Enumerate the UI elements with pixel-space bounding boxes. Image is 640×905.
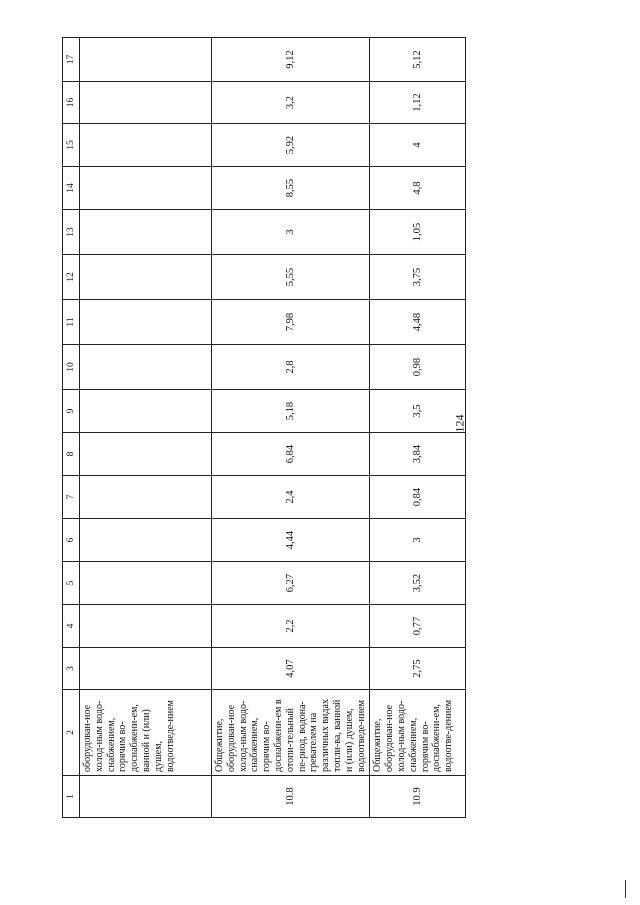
table-row: [212, 38, 370, 818]
cell-value: 1,12: [370, 82, 466, 124]
cell-value: 0,98: [370, 345, 466, 390]
cell-value: [80, 519, 212, 562]
col-header: 16: [63, 82, 80, 124]
col-header: 9: [63, 390, 80, 433]
cell-value: [80, 433, 212, 476]
cell-value: 7,98: [212, 300, 370, 345]
cell-value: 1,05: [370, 210, 466, 255]
col-header: 10: [63, 345, 80, 390]
cell-value: [80, 255, 212, 300]
cell-value: 0,77: [370, 605, 466, 648]
cell-value: 2,2: [212, 605, 370, 648]
col-header: 6: [63, 519, 80, 562]
cell-value: 2,75: [370, 648, 466, 690]
cell-value: 5,18: [212, 390, 370, 433]
cell-value: 3,5: [370, 390, 466, 433]
cell-value: [80, 605, 212, 648]
col-header: 11: [63, 300, 80, 345]
cell-value: [80, 124, 212, 167]
row-description: оборудован-ное холод-ным водо-снабжением, горячим во-доснабжени-ем, ванной и (или) душем, водоотведе-нием: [80, 690, 212, 776]
col-header: 8: [63, 433, 80, 476]
cell-value: 3,84: [370, 433, 466, 476]
cell-value: 3,2: [212, 82, 370, 124]
cell-value: 3,52: [370, 562, 466, 605]
cell-value: 4,8: [370, 167, 466, 210]
cell-value: 2,4: [212, 476, 370, 519]
row-number: [80, 776, 212, 818]
cell-value: 4,07: [212, 648, 370, 690]
cell-value: 6,84: [212, 433, 370, 476]
col-header: 4: [63, 605, 80, 648]
cell-value: 5,92: [212, 124, 370, 167]
cell-value: 3: [370, 519, 466, 562]
cell-value: [80, 82, 212, 124]
cell-value: [80, 390, 212, 433]
cell-value: 4: [370, 124, 466, 167]
row-number: 10.9: [370, 776, 466, 818]
cell-value: 4,48: [370, 300, 466, 345]
cell-value: 4,44: [212, 519, 370, 562]
scan-edge-mark: [625, 880, 626, 898]
col-header: 3: [63, 648, 80, 690]
col-header: 1: [63, 776, 80, 818]
col-header: 7: [63, 476, 80, 519]
cell-value: 3: [212, 210, 370, 255]
cell-value: [80, 562, 212, 605]
col-header: 17: [63, 38, 80, 82]
table-row: [370, 38, 466, 818]
cell-value: [80, 300, 212, 345]
cell-value: [80, 648, 212, 690]
col-header: 13: [63, 210, 80, 255]
cell-value: [80, 345, 212, 390]
cell-value: [80, 38, 212, 82]
cell-value: [80, 210, 212, 255]
tariff-table: [62, 37, 466, 818]
row-description: Общежитие, оборудован-ное холод-ным водо-снабжением, горячим во-доснабжени-ем, водоотве-дением: [370, 690, 466, 776]
cell-value: 0,84: [370, 476, 466, 519]
table-row: [80, 38, 212, 818]
page-number: 124: [452, 414, 467, 433]
rotated-table-wrapper: [62, 38, 455, 818]
row-number: 10.8: [212, 776, 370, 818]
cell-value: 5,12: [370, 38, 466, 82]
cell-value: 2,8: [212, 345, 370, 390]
row-description: Общежитие, оборудован-ное холод-ным водо-снабжением, горячим во-доснабжени-ем в отопи-тельный пе-риод, водона-гревателем на различных видах топли-ва, ванной и (или) душем, водоотведе-нием: [212, 690, 370, 776]
cell-value: 5,55: [212, 255, 370, 300]
col-header: 15: [63, 124, 80, 167]
col-header: 14: [63, 167, 80, 210]
cell-value: [80, 167, 212, 210]
cell-value: 6,27: [212, 562, 370, 605]
cell-value: 9,12: [212, 38, 370, 82]
header-row: [63, 38, 80, 818]
cell-value: 3,75: [370, 255, 466, 300]
col-header: 5: [63, 562, 80, 605]
col-header: 12: [63, 255, 80, 300]
cell-value: [80, 476, 212, 519]
cell-value: 8,55: [212, 167, 370, 210]
col-header: 2: [63, 690, 80, 776]
